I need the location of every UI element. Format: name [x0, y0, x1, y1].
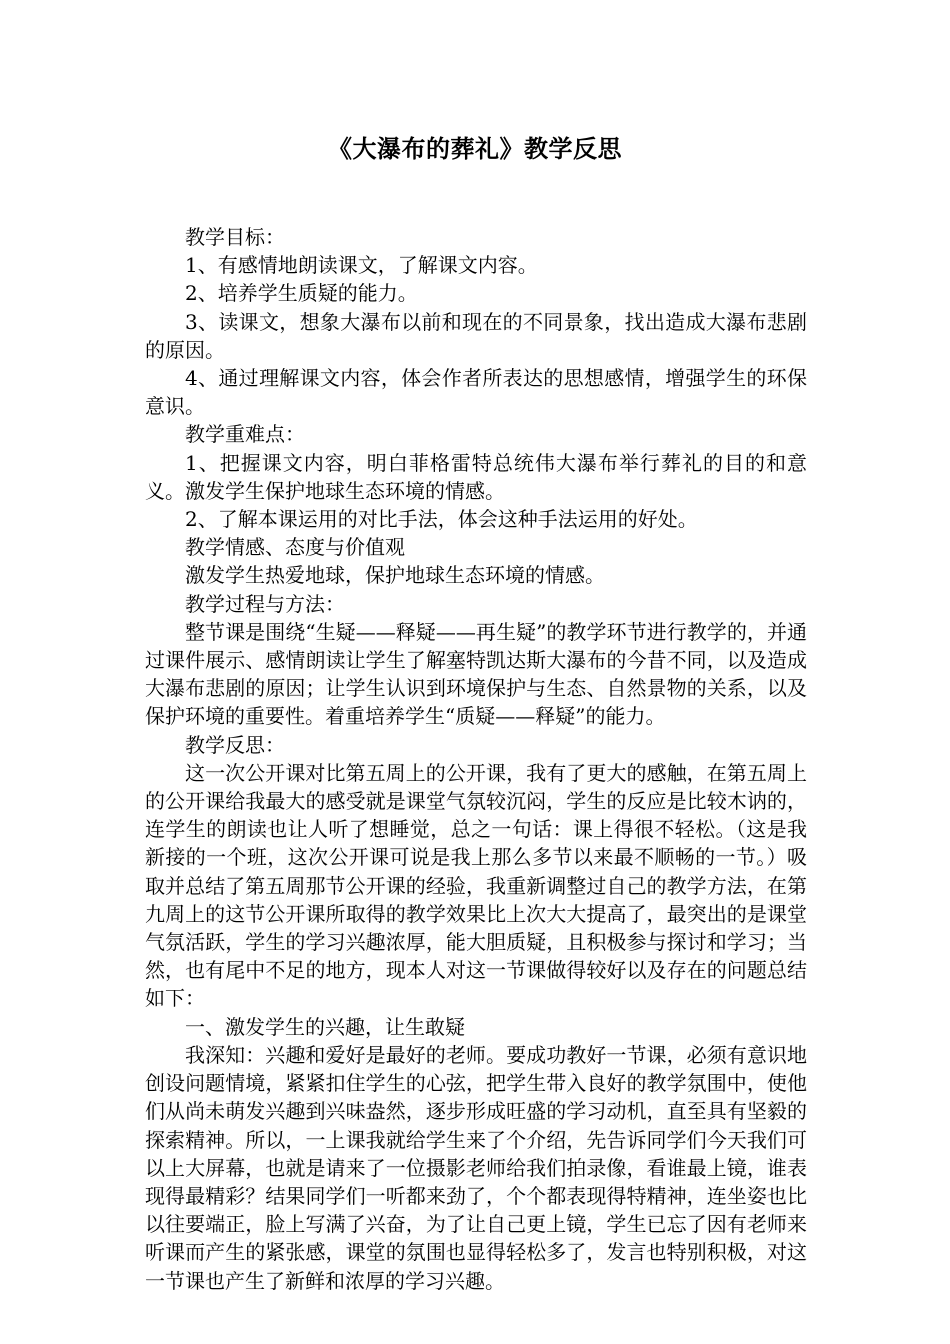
- subheading-interest: 一、激发学生的兴趣，让生敢疑: [185, 1014, 465, 1039]
- goal-item-3: 3、读课文，想象大瀑布以前和现在的不同景象，找出造成大瀑布悲剧的原因。: [145, 309, 807, 362]
- document-body: [145, 223, 807, 1295]
- key-point-item-2: 2、了解本课运用的对比手法，体会这种手法运用的好处。: [185, 507, 698, 532]
- document-title: 《大瀑布的葬礼》教学反思: [328, 134, 622, 163]
- section-heading-process: 教学过程与方法：: [185, 591, 345, 616]
- goal-item-2: 2、培养学生质疑的能力。: [185, 281, 418, 306]
- process-paragraph: 整节课是围绕“生疑——释疑——再生疑”的教学环节进行教学的，并通过课件展示、感情朗读让学生了解塞特凯达斯大瀑布的今昔不同，以及造成大瀑布悲剧的原因；让学生认识到环境保护与生态、自然景物的关系，以及保护环境的重要性。着重培养学生“质疑——释疑”的能力。: [145, 619, 807, 729]
- section-heading-values: 教学情感、态度与价值观: [185, 535, 405, 560]
- section-heading-reflection: 教学反思：: [185, 732, 285, 757]
- section-heading-key-points: 教学重难点：: [185, 422, 305, 447]
- reflection-paragraph: 这一次公开课对比第五周上的公开课，我有了更大的感触，在第五周上的公开课给我最大的感受就是课堂气氛较沉闷，学生的反应是比较木讷的，连学生的朗读也让人听了想睡觉，总之一句话：课上得很不轻松。（这是我新接的一个班，这次公开课可说是我上那么多节以来最不顺畅的一节。）吸取并总结了第五周那节公开课的经验，我重新调整过自己的教学方法，在第九周上的这节公开课所取得的教学效果比上次大大提高了，最突出的是课堂气氛活跃，学生的学习兴趣浓厚，能大胆质疑，且积极参与探讨和学习；当然，也有尾中不足的地方，现本人对这一节课做得较好以及存在的问题总结如下：: [145, 760, 807, 1011]
- goal-item-4: 4、通过理解课文内容，体会作者所表达的思想感情，增强学生的环保意识。: [145, 366, 807, 419]
- goal-item-1: 1、有感情地朗读课文，了解课文内容。: [185, 253, 538, 278]
- section-heading-teaching-goals: 教学目标：: [185, 225, 285, 249]
- values-paragraph: 激发学生热爱地球，保护地球生态环境的情感。: [185, 563, 605, 588]
- key-point-item-1: 1、把握课文内容，明白菲格雷特总统伟大瀑布举行葬礼的目的和意义。激发学生保护地球生态环境的情感。: [145, 450, 807, 503]
- interest-paragraph: 我深知：兴趣和爱好是最好的老师。要成功教好一节课，必须有意识地创设问题情境，紧紧扣住学生的心弦，把学生带入良好的教学氛围中，使他们从尚未萌发兴趣到兴味盎然，逐步形成旺盛的学习动机，直至具有坚毅的探索精神。所以，一上课我就给学生来了个介绍，先告诉同学们今天我们可以上大屏幕，也就是请来了一位摄影老师给我们拍录像，看谁最上镜，谁表现得最精彩？结果同学们一听都来劲了，个个都表现得特精神，连坐姿也比以往要端正，脸上写满了兴奋，为了让自己更上镜，学生已忘了因有老师来听课而产生的紧张感，课堂的氛围也显得轻松多了，发言也特别积极，对这一节课也产生了新鲜和浓厚的学习兴趣。: [145, 1042, 807, 1293]
